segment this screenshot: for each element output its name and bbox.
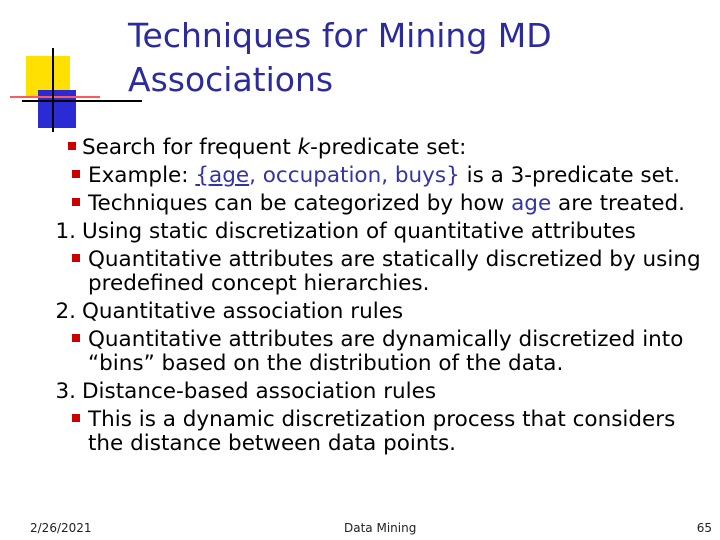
item-1-detail	[30, 248, 710, 296]
decor-vertical-line	[52, 48, 54, 132]
techniques-bullet	[30, 192, 710, 216]
decor-horizontal-line	[22, 100, 142, 102]
slide-body	[30, 132, 710, 456]
item-detail: Quantitative attributes are dynamically discretized into “bins” based on the distribution of the data.	[88, 327, 684, 376]
footer-date: 2/26/2021	[30, 521, 92, 535]
techniques-text: Techniques can be categorized by how age are treated.	[88, 191, 685, 216]
bullet-icon	[30, 136, 82, 160]
item-detail: This is a dynamic discretization process that considers the distance between data points.	[88, 407, 676, 456]
item-number: 1.	[55, 219, 76, 244]
intro-bullet	[30, 136, 710, 160]
bullet-icon	[62, 192, 88, 216]
item-number: 2.	[55, 299, 76, 324]
intro-text: Search for frequent k-predicate set:	[82, 135, 467, 160]
item-heading: Using static discretization of quantitative attributes	[82, 219, 636, 244]
item-heading: Distance-based association rules	[82, 379, 437, 404]
bullet-icon	[62, 408, 88, 456]
numbered-item-2	[30, 300, 710, 324]
item-detail: Quantitative attributes are statically discretized by using predefined concept hierarchies.	[88, 247, 701, 296]
example-text: Example: {age, occupation, buys} is a 3-predicate set.	[88, 163, 681, 188]
footer-title: Data Mining	[344, 521, 417, 535]
item-3-detail	[30, 408, 710, 456]
slide-title	[128, 14, 688, 102]
example-bullet	[30, 164, 710, 188]
numbered-item-1	[30, 220, 710, 244]
bullet-icon	[62, 248, 88, 296]
numbered-item-3	[30, 380, 710, 404]
bullet-icon	[62, 328, 88, 376]
slide-title-line-2: Associations	[128, 60, 334, 99]
bullet-icon	[62, 164, 88, 188]
decor-red-line	[10, 96, 100, 98]
footer-page-number: 65	[696, 521, 712, 535]
slide-title-line-1: Techniques for Mining MD	[128, 16, 552, 55]
item-2-detail	[30, 328, 710, 376]
item-heading: Quantitative association rules	[82, 299, 404, 324]
item-number: 3.	[55, 379, 76, 404]
